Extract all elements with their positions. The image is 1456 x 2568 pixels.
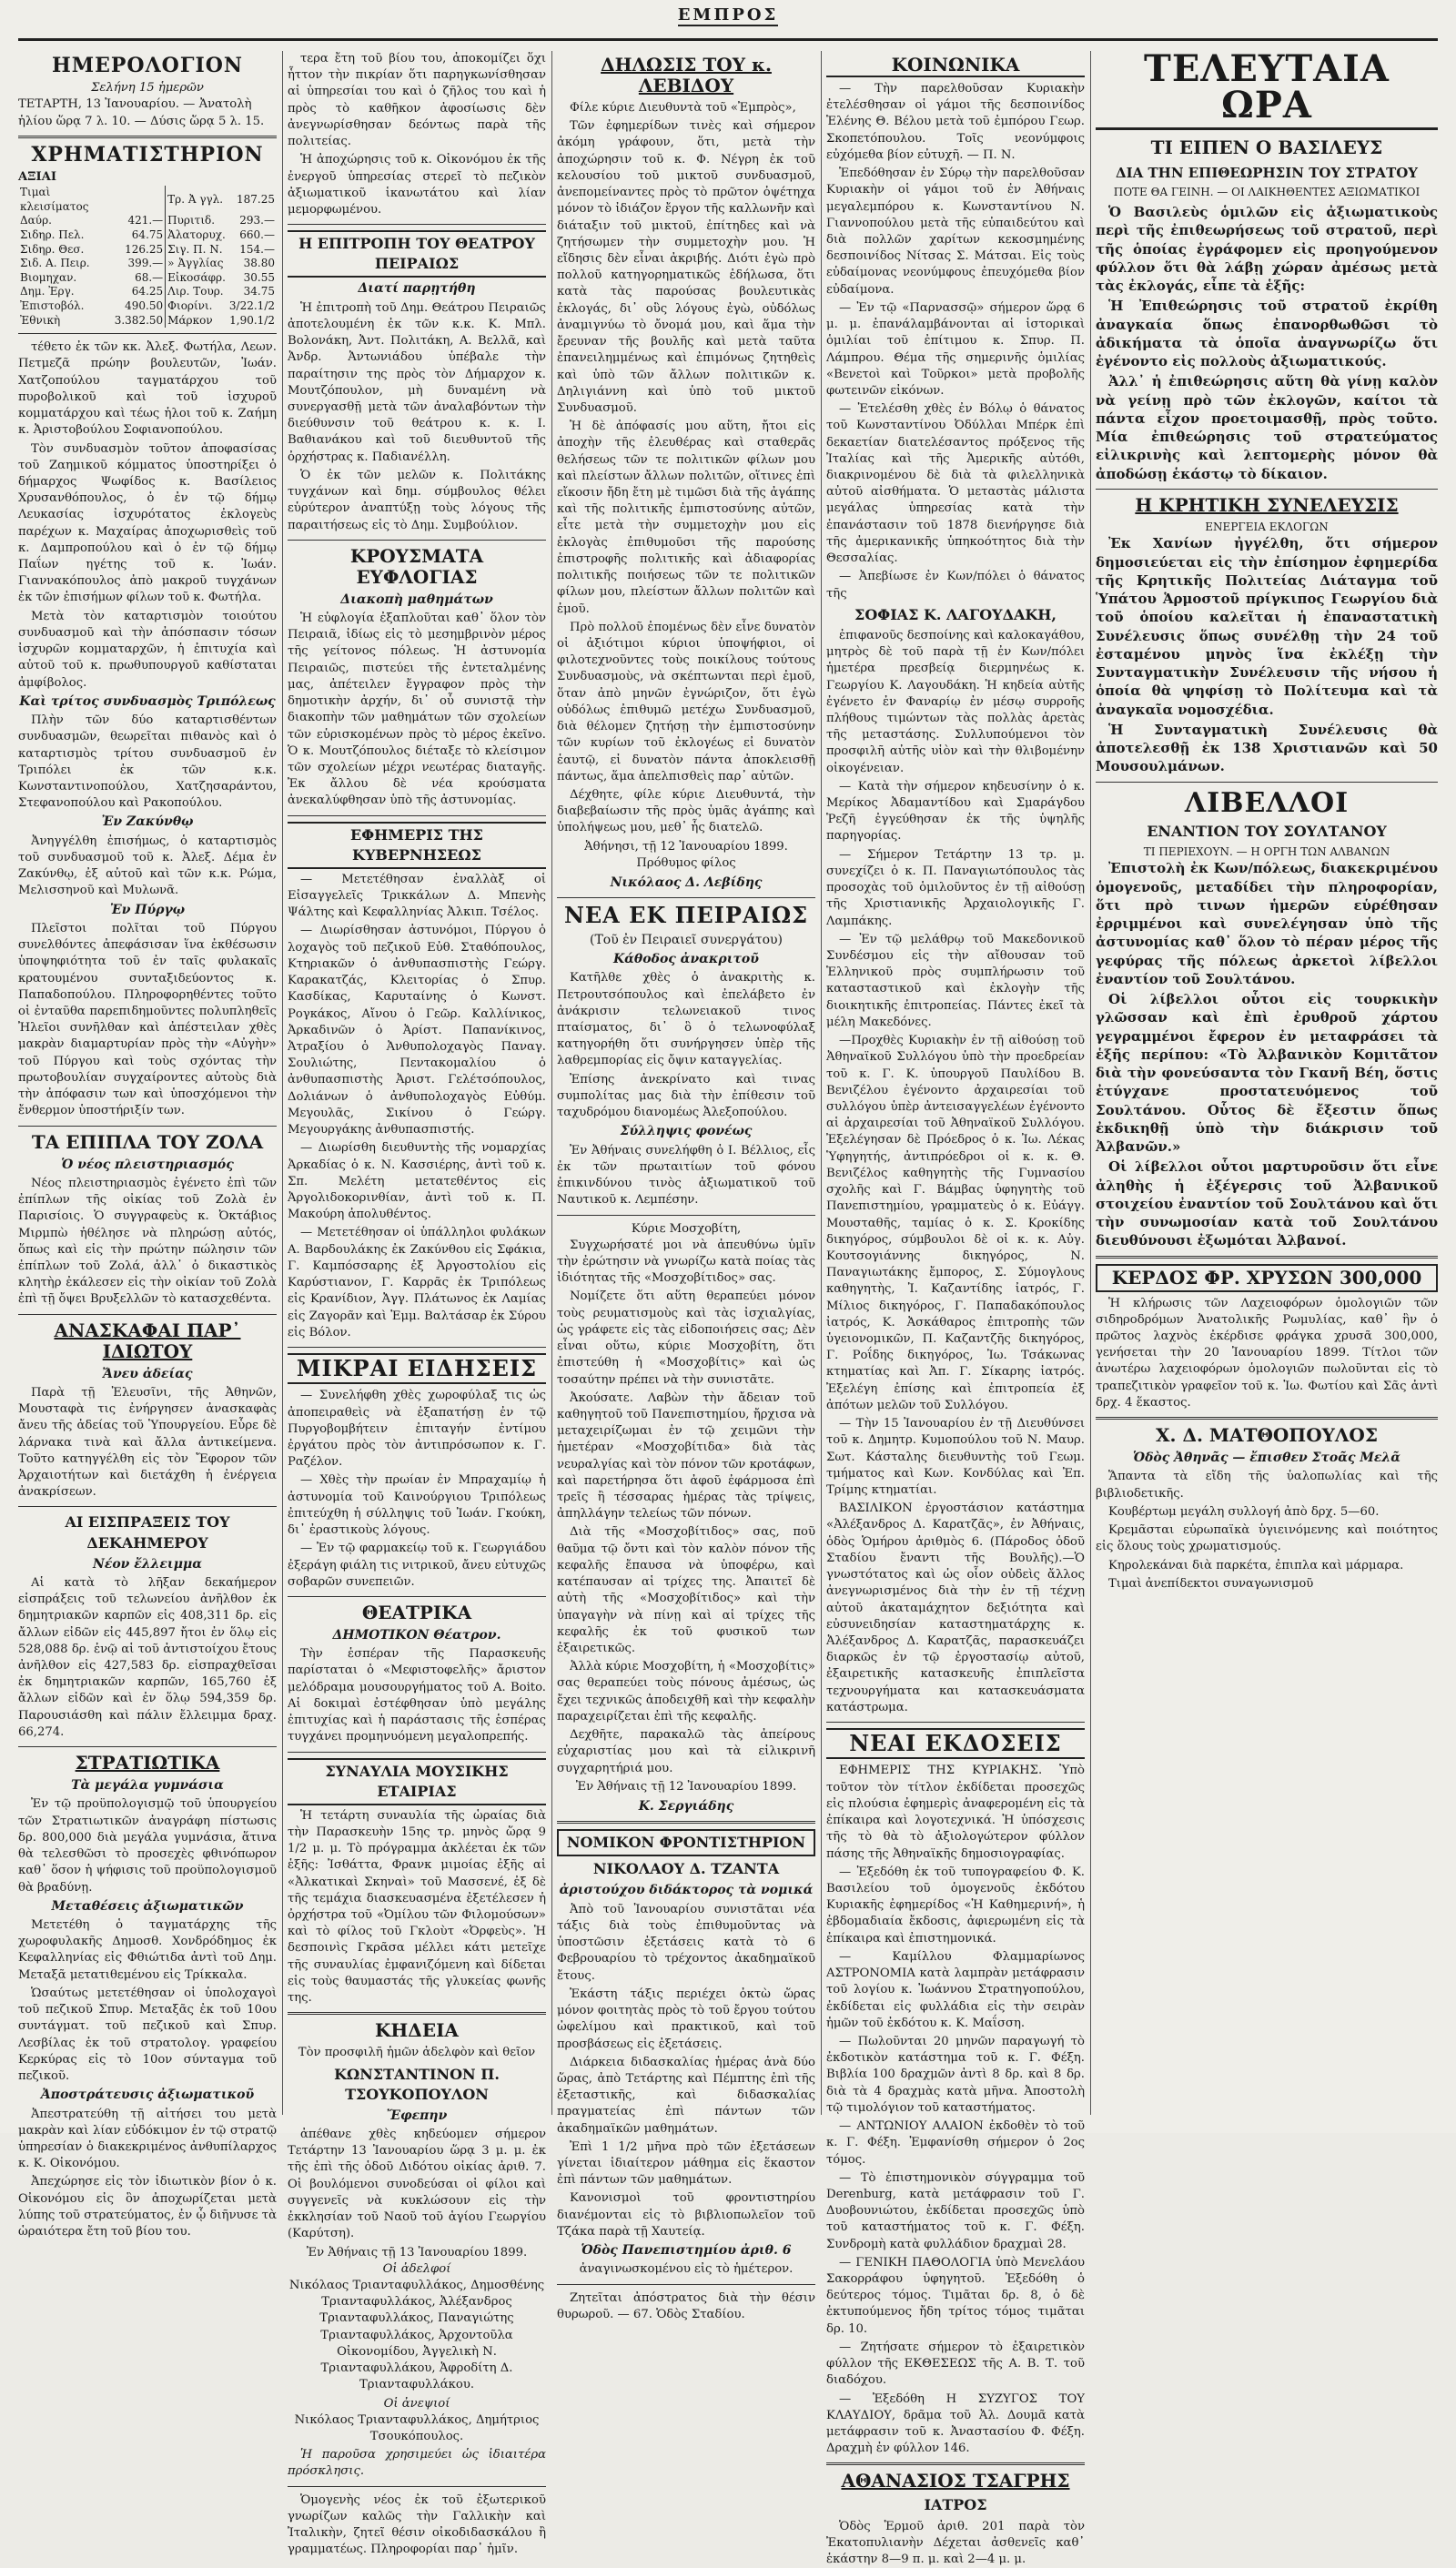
section-heading: ΤΙ ΕΙΠΕΝ Ο ΒΑΣΙΛΕΥΣ	[1150, 136, 1383, 158]
table-cell: Δημ. Ἐργ.	[20, 285, 75, 298]
article-paragraph: — Σήμερον Τετάρτην 13 τρ. μ. συνεχίζει ὁ κ. Π. Παναγιωτόπουλος τὰς προσοχὰς τοῦ ὁμιλοῦντος ἐν τῇ αἰθούσῃ τῆς Χριστιανικῆς Ἀρχαιολογικῆς Γ. Λαμπάκης.	[826, 847, 1085, 928]
table-cell: 38.80	[243, 257, 275, 270]
table-cell: Ἐπιστοβόλ.	[20, 299, 85, 312]
article-paragraph: Μετετέθη ὁ ταγματάρχης τῆς χωροφυλακῆς Δημοσθ. Χονδρόδημος ἐκ Κεφαλληνίας εἰς Φθιώτιδα ἀντὶ τοῦ Δημ. Μεταξᾶ μετατιθεμένου εἰς Τρίκκαλα.	[18, 1918, 277, 1982]
section-subheading: Ἄνευ ἀδείας	[102, 1366, 193, 1381]
table-cell: Σιγ. Π. Ν.	[166, 243, 228, 258]
table-cell: 187.25	[237, 193, 275, 207]
article-paragraph: Ἡ εὐφλογία ἐξαπλοῦται καθ᾽ ὅλον τὸν Πειραιᾶ, ἰδίως εἰς τὸ μεσημβρινὸν μέρος τῆς γείτονος πόλεως. Ἡ ἀστυνομία Πειραιῶς, πιστεύει τῆς ἐντεταλμένης μας, ἀπέτειλεν ἔγγραφον πρὸς τὴν δημοτικὴν ἀρχήν, δι᾽ οὗ συνιστᾷ τὴν διακοπὴν τῶν μαθημάτων τῶν σχολείων τῶν εὑρισκομένων πρὸς τὸ μέρος ἐκεῖνο. Ὁ κ. Μουτζόπουλος διέταξε τὸ κλείσιμον τῶν σχολείων μέχρι νεωτέρας διαταγῆς. Ἐκ ἄλλου δὲ νέα κρούσματα ἀνεκαλύφθησαν ὑπὸ τῆς ἀστυνομίας.	[288, 612, 546, 808]
column-3	[557, 51, 815, 2321]
section-heading: ΘΕΑΤΡΙΚΑ	[361, 1601, 472, 1623]
section-subheading: Διατί παρῃτήθη	[358, 281, 476, 297]
article-paragraph: Τῶν ἐφημερίδων τινὲς καὶ σήμερον ἀκόμη γράφουν, ὅτι, μετὰ τὴν ἀποχώρησιν τοῦ κ. Φ. Νέγρη ἐκ τοῦ κελουσίου τοῦ μικτοῦ συνδυασμοῦ, ἀνεπομείναντες πρὸς τὸ πρῶτον ὀψέτηχα μόνον τὸ ἰδιάζον ἔργον τῆς καλλωνῆν καὶ διάταξιν τοῦ μικτοῦ, ἐπίτηδες καὶ νὰ ζητήσωμεν τὴν συμμετοχὴν μου. Ἡ εἴδησις δὲν εἶναι ἀκριβής. Διότι ἐγὼ πρὸ πολλοῦ κατηγορηματικῶς ἐδήλωσα, ὅτι κατὰ τὰς παρούσας βουλευτικὰς ἐκλογάς, δι᾽ οὓς λόγους ἐγὼ, οὐδόλως ἀναμιγνύω τὸ ὄνομά μου, καὶ ἅμα τὴν ἔρευναν τῆς βουλῆς καὶ μετὰ ταῦτα ἐπανειλημμένως καὶ ἐπιμόνως ζητηθεὶς καὶ ὑπὸ τῶν ἄλλων πολιτικῶν κ. Δηλιγιάννη καὶ ὑπὸ τοῦ μικτοῦ Συνδυασμοῦ.	[557, 119, 815, 415]
table-row	[18, 186, 277, 214]
section-heading: ΛΙΒΕΛΛΟΙ	[1184, 786, 1350, 819]
article-paragraph: —Προχθὲς Κυριακὴν ἐν τῇ αἰθούσῃ τοῦ Ἀθηναϊκοῦ Συλλόγου ὑπὸ τὴν προεδρείαν τοῦ κ. Γ. Κ. ὑπουργοῦ Παυλίδου Β. Βενιζέλου ἐγένοντο ἀρχαιρεσίαι τοῦ συλλόγου ὑπὲρ ἀντεισαγγελέων ἐγένοντο αἱ ἀρχαιρεσίαι τοῦ Ἀθηναϊκοῦ Συλλόγου. Ἐξελέγησαν δὲ Πρόεδρος ὁ κ. Ἰω. Λέκας Ὑφηγητής, ἀντιπρόεδροι οἱ κ. κ. Θ. Βενιζέλος καθηγητὴς τῆς Γυμνασίου σχολῆς καὶ Γ. Βάμβας ὑφηγητὴς τοῦ Πανεπιστημίου, γραμματεὺς ὁ κ. Εὐάγγ. Μουσταθῆς, ταμίας ὁ κ. Σ. Κροκίδης δικηγόρος, σύμβουλοι δὲ οἱ κ. κ. Αὐγ. Κουτσογιάννης δικηγόρος, Ν. Παναγιωτάκης ἔμπορος, Σ. Σύμογλους καθηγητὴς, Ἰ. Καζαντίδης ἰατρός, Γ. Μίλιος δικηγόρος, Γ. Παπαδακόπουλος ἰατρός, Κ. Ἀσκάθαρος ἐπιτροπὴς τῶν ὑγειονομικῶν, Π. Καζαντζῆς δικηγόρος, Γ. Ροΐδης δικηγόρος, Ἰω. Τσάκωνας κτηματίας καὶ Ἀπ. Γ. Σίκαρης ἰατρός. Ἐξελέγη ἐπίσης καὶ ἐπιτροπεία ἐξ ἀπότων μελῶν τοῦ Συλλόγου.	[826, 1034, 1085, 1412]
table-cell: Σιδηρ. Θεσ.	[20, 242, 85, 256]
section-subheading: Ὁ νέος πλειστηριασμός	[61, 1157, 234, 1172]
section-heading: ΚΡΟΥΣΜΑΤΑ ΕΥΦΛΟΓΙΑΣ	[349, 544, 484, 588]
article-paragraph: Παρὰ τῇ Ἐλευσῖνι, τῆς Ἀθηνῶν, Μουσταφὰ τις ἐνήργησεν ἀνασκαφὰς ἄνευ τῆς ἀδείας τοῦ Ὑπουργείου. Εὗρε δὲ λάρνακα τινὰ καὶ ἄλλα ἀντικείμενα. Τοῦτο κατηγγέλθη εἰς τὸν Ἔφορον τῶν Ἀρχαιοτήτων καὶ διετάχθη ἡ ἐνέργεια ἀνακρίσεων.	[18, 1385, 277, 1500]
section-heading: Ἐν Πύργῳ	[109, 902, 186, 917]
calendar-line: ΤΕΤΑΡΤΗ, 13 Ἰανουαρίου. — Ἀνατολὴ	[18, 97, 252, 112]
article-paragraph: Ἐπεδόθησαν ἐν Σύρῳ τὴν παρελθοῦσαν Κυριακὴν οἱ γάμοι τοῦ ἐν Ἀθήναις μεγαλεμπόρου κ. Κωνσταντίνου Ν. Γιαννοπούλου μετὰ τῆς εὐπαιδεύτου καὶ διὰ πολλῶν χαρίτων κεκοσμημένης δεσποινίδος Νίτσας Σ. Μάτσαι. Εἰς τοὺς εὐδαίμονας νεονύμφους ἐπευχόμεθα βίον εὐδαίμονα.	[826, 167, 1085, 297]
section-heading: ΑΙ ΕΙΣΠΡΑΞΕΙΣ ΤΟΥ ΔΕΚΑΗΜΕΡΟΥ	[65, 1513, 230, 1552]
column-rule	[821, 51, 822, 2115]
divider	[18, 1126, 277, 1127]
notice-date: Ἐν Ἀθήναις τῇ 13 Ἰανουαρίου 1899.	[306, 2245, 528, 2260]
section-subheading: (Τοῦ ἐν Πειραιεῖ συνεργάτου)	[589, 932, 783, 947]
letter-date: Ἀθήνησι, τῇ 12 Ἰανουαρίου 1899.	[584, 839, 788, 854]
table-cell: Φιορίνι.	[166, 299, 228, 314]
article-paragraph: — Ἐξεδόθη Η ΣΥΖΥΓΟΣ ΤΟΥ ΚΛΑΥΔΙΟΥ, δρᾶμα τοῦ Ἀλ. Δουμᾶ κατὰ μετάφρασιν τοῦ κ. Ἀναστασίου Φ. Φέξη. Δραχμὴ ἐν φύλλον 146.	[826, 2391, 1085, 2456]
article-paragraph: Ἡ Συνταγματικὴ Συνέλευσις θὰ ἀποτελεσθῇ ἐκ 138 Χριστιανῶν καὶ 50 Μουσουλμάνων.	[1096, 721, 1438, 775]
article-paragraph: Ἐπὶ 1 1/2 μῆνα πρὸ τῶν ἐξετάσεων γίνεται ἰδιαίτερον μάθημα εἰς ἕκαστον ἐπὶ πάντων τῶν μαθημάτων.	[557, 2139, 815, 2188]
section-heading: ΝΕΑ ΕΚ ΠΕΙΡΑΙΩΣ	[563, 902, 809, 929]
section-subheading: Σύλληψις φονέως	[620, 1124, 753, 1139]
article-paragraph: Συγχωρήσατέ μοι νὰ ἀπευθύνω ὑμῖν τὴν ἐρώτησιν νὰ γνωρίζω κατὰ ποίας τὰς ἰδιότητας τῆς «Μοσχοβίτιδος» σας.	[557, 1238, 815, 1286]
article-paragraph: Ἀπεστρατεύθη τῇ αἰτήσει του μετὰ μακρὰν καὶ λίαν εὐδόκιμον ἐν τῷ στρατῷ ὑπηρεσίαν ὁ διακεκριμένος ἀνθυπίλαρχος κ. Κ. Οἰκονόμου.	[18, 2107, 277, 2171]
article-paragraph: Ἡ δὲ ἀπόφασίς μου αὕτη, ἤτοι εἰς ἀποχὴν τῆς ἐλευθέρας καὶ σταθερᾶς θελήσεως τῶν τε πολιτικῶν φίλων μου καὶ πλείστων ἄλλων πολιτῶν, οἵτινες ἐπὶ εἴκοσιν ἤδη ἔτη μὲ τιμῶσι διὰ τῆς ἀγάπης καὶ τῆς πολιτικῆς ἐμπιστοσύνης αὐτῶν, εἶτε μετὰ τὴν συμμετοχὴν μου εἰς ἐκλογὰς ἐπιθυμοῦσι τῆς παρούσης ἐπιστροφῆς πολιτικῆς καὶ ἀδιαφορίας πολιτικῆς ποιήσεως τῶν τε πολιτικῶν φίλων μου, πλείστων ἄλλων πολιτῶν καὶ ἐμοῦ.	[557, 420, 815, 616]
table-cell: 126.25	[125, 242, 164, 256]
table-cell: 68.—	[135, 270, 164, 284]
article-paragraph: Αἱ κατὰ τὸ λῆξαν δεκαήμερον εἰσπράξεις τοῦ τελωνείου ἀνῆλθον ἐκ δημητριακῶν καρπῶν εἰς 408,311 δρ. εἰς ἄλλων εἰδῶν εἰς 445,897 ἤτοι ἐν ὅλῳ εἰς 528,088 δρ. ἐνῷ αἱ τοῦ ἀντιστοίχου ἔτους ἀνῆλθον εἰς 427,583 δρ. εἰσπραχθεῖσαι ἐκ δημητριακῶν καρπῶν, 165,760 ἐξ ἄλλων εἰδῶν καὶ ἐν ὅλῳ 594,359 δρ. Παρουσιάσθη καὶ πάλιν ἔλλειμμα δραχ. 66,274.	[18, 1575, 277, 1739]
divider	[557, 2284, 815, 2285]
article-paragraph: — ΓΕΝΙΚΗ ΠΑΘΟΛΟΓΙΑ ὑπὸ Μενελάου Σακορράφου ὑφηγητοῦ. Ἐξεδόθη ὁ δεύτερος τόμος. Τιμᾶται δρ. 8, ὁ δὲ ἐκτυπούμενος ἤδη τρίτος τόμος τιμᾶται δρ. 10.	[826, 2255, 1085, 2336]
divider	[826, 2462, 1085, 2465]
column-5	[1096, 47, 1438, 2115]
article-paragraph: Νέος πλειστηριασμὸς ἐγένετο ἐπὶ τῶν ἐπίπλων τῆς οἰκίας τοῦ Ζολὰ ἐν Παρισίοις. Ὁ συγγραφεὺς κ. Ὀκτάβιος Μιρμπὼ ἠθέλησε νὰ πληρώσῃ αὐτός, ὅπως καὶ εἰς τὴν πρώτην πώλησιν τῶν ἐπίπλων τοῦ Ζολά, ἀλλ᾽ ὁ δικαστικὸς κλητὴρ ἐκάλεσεν εἰς τὴν οἰκίαν τοῦ Ζολὰ ἐπὶ τῇ ὄψει Βρυξελλῶν τὸ κατασχεθέντα.	[18, 1176, 277, 1307]
exchange-sub: ΑΞΙΑΙ	[18, 170, 57, 185]
section-subheading: ΠΟΤΕ ΘΑ ΓΕΙΝΗ. — ΟΙ ΛΑΙΚΗΘΕΝΤΕΣ ΑΞΙΩΜΑΤΙΚΟΙ	[1113, 185, 1421, 198]
table-cell: Δαύρ.	[20, 214, 52, 227]
calendar-title: ΗΜΕΡΟΛΟΓΙΟΝ	[51, 54, 244, 77]
table-cell: 3/22.1/2	[228, 299, 275, 312]
article-paragraph: Ἀλλὰ κύριε Μοσχοβίτη, ἡ «Μοσχοβίτις» σας θεραπεύει τοὺς πόνους ἀμέσως, ὡς ἔχει τεχνικῶς ἀποδειχθῆ καὶ τὴν κεφαλὴν παραχειρίζεται ἐπὶ τῆς κεφαλῆς.	[557, 1660, 815, 1724]
exchange-title: ΧΡΗΜΑΤΙΣΤΗΡΙΟΝ	[31, 142, 264, 167]
table-cell: 64.75	[131, 228, 164, 242]
table-cell: Ἀλατορυχ.	[166, 228, 228, 243]
article-paragraph: Πλὴν τῶν δύο καταρτισθέντων συνδυασμῶν, θεωρεῖται πιθανὸς καὶ ὁ καταρτισμὸς τρίτου συνδυασμοῦ ἐν Τριπόλει ἐκ τῶν κ.κ. Κωνσταντινοπούλου, Χατζησαράντου, Στεφανοπούλου καὶ Ρακοπούλου.	[18, 713, 277, 811]
article-paragraph: — Ἀπεβίωσε ἐν Κων/πόλει ὁ θάνατος τῆς	[826, 570, 1085, 601]
divider	[826, 1722, 1085, 1723]
article-paragraph: Ἐν Ἀθήναις συνελήφθη ὁ Ι. Βέλλιος, εἷς ἐκ τῶν πρωταιτίων τοῦ φόνου ἐπικινδύνου τινὸς ἀξιωματικοῦ τοῦ Ναυτικοῦ κ. Λεμπέσην.	[557, 1143, 815, 1208]
table-cell: Τιμαὶ κλεισίματος	[20, 186, 89, 213]
article-paragraph: τέθετο ἐκ τῶν κκ. Ἀλεξ. Φωτήλα, Λεων. Πετμεζᾶ πρώην βουλευτῶν, Ἰωάν. Χατζοπούλου ταγματάρχου τοῦ πυροβολικοῦ καὶ τοῦ ἰσχυροῦ κομματάρχου καὶ τέως ἡλοι τοῦ κ. Ζαήμη κ. Ἀριστοβούλου Σοφιανοπούλου.	[18, 340, 277, 438]
article-paragraph: — Χθὲς τὴν πρωίαν ἐν Μπραχαμίῳ ἡ ἀστυνομία τοῦ Καινούργιου Τριπόλεως ἐπιτεύχθη ἡ σύλληψις τοῦ Ἰωάν. Γκούκη, δι᾽ ἐραστικοὺς λόγους.	[288, 1473, 546, 1538]
deceased-name: ΚΩΝΣΤΑΝΤΙΝΟΝ Π. ΤΣΟΥΚΟΠΟΥΛΟΝ	[334, 2065, 500, 2103]
article-paragraph: Ἐκ Χανίων ἠγγέλθη, ὅτι σήμερον δημοσιεύεται εἰς τὴν ἐπίσημον ἐφημερίδα τῆς Κρητικῆς Πολιτείας Διάταγμα τοῦ Ὑπάτου Ἁρμοστοῦ πρίγκιπος Γεωργίου διὰ τοῦ ὁποίου καλεῖται ἡ ἐπαναστατικὴ Συνέλευσις ὅπως συνέλθῃ τὴν 24 τοῦ ἐσταμένου μηνὸς ἵνα ἐκλέξῃ τὴν Συνταγματικὴν Συνέλευσιν τῆς νήσου ἡ ὁποία θὰ ψηφίσῃ τὸ Πολίτευμα καὶ τὰ ἀναγκαῖα νομοσχέδια.	[1096, 535, 1438, 718]
article-paragraph: ΒΑΣΙΛΙΚΟΝ ἐργοστάσιον κατάστημα «Ἀλέξανδρος Δ. Καρατζᾶς», ἐν Ἀθήναις, ὁδὸς Ὁμήρου ἀριθμὸς 6. (Πάροδος ὁδοῦ Σταδίου ἔναντι τῆς Βουλῆς).—Ὁ γνωστότατος καὶ ὡς οἷον οὐδεὶς ἄλλος ἀνεγνωρισμένος διὰ τὴν ἐν τῇ τέχνῃ αὐτοῦ ἀκαταμάχητον δεξιότητα καὶ εὐσυνειδησίαν καταστηματάρχης κ. Ἀλέξανδρος Δ. Καρατζᾶς, παρασκευάζει διαρκῶς ἐν τῷ ἐργοστασίῳ αὐτοῦ, ἐξαιρετικῆς κατασκευῆς ἐπιπλεῖστα τεχνουργήματα και κατασκευάσματα κατάστρωμα.	[826, 1501, 1085, 1714]
section-subheading: Διακοπὴ μαθημάτων	[340, 591, 493, 607]
article-paragraph: — Τὴν 15 Ἰανουαρίου ἐν τῇ Διευθύνσει τοῦ κ. Δημητρ. Κυμοπούλου τοῦ Ν. Μαυρ. Σωτ. Κάσταλης διευθυντὴς τοῦ Γεωμ. τμήματος καὶ Κων. Κονδύλας καὶ Ἐπ. Τρίμης κτηματίαι.	[826, 1417, 1085, 1498]
divider	[557, 1215, 815, 1216]
article-paragraph: — Ἐν τῷ μελάθρῳ τοῦ Μακεδονικοῦ Συνδέσμου εἰς τὴν αἴθουσαν τοῦ Ἑλληνικοῦ πρὸς συμπλήρωσιν τοῦ κατασταστικοῦ καὶ ἐκλογὴν τῆς διοικητικῆς ἐπιτροπείας. Πάντες ἐκεῖ τὰ μέλη Μακεδόνες.	[826, 932, 1085, 1029]
article-paragraph: — Συνελήφθη χθὲς χωροφύλαξ τις ὡς ἀποπειραθεὶς νὰ ἐξαπατήσῃ ἐν τῷ Πυργοβομβήτειν ἐπιταγήν ἐντίμου ἐργάτου πρὸς τὸν ἀντιπρόσωπον κ. Γ. Ραζέλον.	[288, 1389, 546, 1470]
calendar-line: ἡλίου ὥρᾳ 7 λ. 10. — Δύσις ὥρᾳ 5 λ. 15.	[18, 114, 265, 128]
article-paragraph: — Ἐξεδόθη ἐκ τοῦ τυπογραφείου Φ. Κ. Βασιλείου τοῦ ὁμογενοῦς ἐκδότου Κυριακῆς ἐφημερίδος «Ἡ Καθημερινή», ἡ ἑβδομαδιαία ἔκδοσις, ἀφιερωμένη εἰς τὰ ἐπίκαιρα καὶ ἐπιστημονικά.	[826, 1865, 1085, 1946]
article-paragraph: Πλεῖστοι πολῖται τοῦ Πύργου συνελθόντες ἀπεφάσισαν ἵνα ἐκθέσωσιν ὑποψηφιότητα τοῦ ἐν ταῖς φυλακαῖς κρατουμένου συνταξιδεύοντος κ. Παπαδοπούλου. Πληροφορηθέντες τοῦτο οἱ ἐνταῦθα παρεπιδημοῦντες πολυπληθεῖς Ἠλεῖοι συνῆλθαν καὶ ἀπέστειλαν χθὲς μακρὰν διαμαρτυρίαν πρὸς τὴν «Αὐγὴν» τοῦ Πύργου καὶ τοὺς σχόντας τὴν πρωτοβουλίαν συγχαίροντες αὐτοὺς διὰ τὴν ἀπόφασιν των καὶ ὑποσχόμενοι τὴν ἔνθερμον ὑποστήριξίν των.	[18, 921, 277, 1118]
article-paragraph: Ἡ τετάρτη συναυλία τῆς ὡραίας διὰ τὴν Παρασκευὴν 15ης τρ. μηνὸς ὥρᾳ 9 1/2 μ. μ. Τὸ πρόγραμμα ἀκλέεται ἐκ τῶν ἑξῆς: Ἰσθάττα, Φρανκ μιμοίας ἐξῆς αἱ «Ἀλκατικαὶ Σκηναὶ» τοῦ Μασσενέ, ἐξ δὲ τῆς τεμάχια διασκευασμένα ἐξετέλεσεν ἡ ὀρχήστρα τοῦ «Ὀμίλου τῶν Φιλομούσων» καὶ τὸ φίλος τοῦ Γκλοὺτ «Ὀρφεὺς». Ἡ δεσποινὶς Γκρᾶσα μέλλει κάτι μετεῖχε τῆς συναυλίας ἐμφανιζόμενη καὶ δίδεται εἰς τοὺς θαυμαστάς τῆς γλυκείας φωνῆς της.	[288, 1808, 546, 2006]
table-row	[18, 271, 277, 286]
article-paragraph: Διάρκεια διδασκαλίας ἡμέρας ἀνὰ δύο ὥρας, ἀπὸ Τετάρτης καὶ Πέμπτης ἐπὶ τῆς ἐξεταστικῆς, καὶ διδασκαλίας πραγματείας ἐπὶ πάντων τῶν ἀκαδημαϊκῶν μαθημάτων.	[557, 2055, 815, 2136]
table-row	[18, 228, 277, 243]
section-heading: ΣΤΡΑΤΙΩΤΙΚΑ	[75, 1752, 220, 1774]
calendar-sub: Σελήνη 15 ἡμερῶν	[91, 81, 204, 96]
divider	[1096, 1256, 1438, 1259]
section-heading: ΕΦΗΜΕΡΙΣ ΤΗΣ ΚΥΒΕΡΝΗΣΕΩΣ	[288, 822, 546, 869]
table-row	[18, 314, 277, 329]
column-2	[288, 51, 546, 2557]
section-subheading: ΤΙ ΠΕΡΙΕΧΟΥΝ. — Η ΟΡΓΗ ΤΩΝ ΑΛΒΑΝΩΝ	[1143, 844, 1390, 858]
notice-names: Νικόλαος Τριανταφυλλάκος, Δημοσθένης Τριανταφυλλάκος, Ἀλέξανδρος Τριανταφυλλάκος, Παναγιώτης Τριανταφυλλάκος, Ἀρχοντοῦλα Οἰκονομίδου, Ἀγγελικὴ Ν. Τριανταφυλλάκου, Ἀφροδίτη Δ. Τριανταφυλλάκου.	[288, 2279, 545, 2392]
latest-news-title: ΤΕΛΕΥΤΑΙΑ ΩΡΑ	[1096, 51, 1438, 130]
table-cell: 34.75	[243, 285, 275, 298]
article-paragraph: — Καμίλλου Φλαμμαρίωνος ΑΣΤΡΟΝΟΜΙΑ κατὰ λαμπρὰν μετάφρασιν τοῦ λογίου κ. Ἰωάννου Στρατηγοπούλου, ἐκδίδεται εἰς φυλλάδια εἰς τὴν σειρὰν ἡμῶν τοῦ ἐκδότου κ. Κ. Μαΐσση.	[826, 1949, 1085, 2030]
section-subheading: Νέον ἔλλειμμα	[93, 1556, 202, 1572]
column-rule	[282, 51, 283, 2115]
section-subheading: Ἀποστράτευσις ἀξιωματικοῦ	[40, 2088, 255, 2103]
table-cell: 3.382.50	[114, 313, 164, 327]
table-cell: 660.—	[239, 228, 275, 242]
table-cell: 1,90.1/2	[229, 313, 275, 327]
section-subheading: ἀριστούχου διδάκτορος τὰ νομικά	[559, 1883, 814, 1898]
article-paragraph: Τὴν ἑσπέραν τῆς Παρασκευῆς παρίσταται ὁ «Μεφιστοφελῆς» ἄριστον μελόδραμα μουσουργήματος τοῦ Α. Boito. Αἱ δοκιμαὶ ἐστέφθησαν ὑπὸ μεγάλης ἐπιτυχίας καὶ ἡ παράστασις τῆς ἑσπέρας τυγχάνει προμηνυόμενη μεγαλοπρεπής.	[288, 1647, 546, 1744]
table-cell: Μάρκον	[166, 314, 228, 329]
table-cell: Σιδηρ. Πελ.	[20, 228, 85, 242]
notice-label: Οἱ ἀνεψιοί	[383, 2396, 450, 2411]
divider	[18, 1506, 277, 1507]
section-heading: ΝΟΜΙΚΟΝ ΦΡΟΝΤΙΣΤΗΡΙΟΝ	[557, 1829, 815, 1856]
divider	[288, 540, 546, 541]
section-subheading: ΝΙΚΟΛΑΟΥ Δ. ΤΖΑΝΤΑ	[592, 1860, 780, 1878]
divider	[288, 2012, 546, 2015]
table-row	[18, 257, 277, 271]
section-heading: ΔΗΛΩΣΙΣ ΤΟΥ κ. ΛΕΒΙΔΟΥ	[601, 54, 772, 96]
article-paragraph: — Ἐν τῷ φαρμακείῳ τοῦ κ. Γεωργιάδου ἐξεράγη φιάλη τις νιτρικοῦ, ἄνευ εὐτυχῶς σοβαρῶν συνεπειῶν.	[288, 1542, 546, 1589]
article-paragraph: Ἡ κλήρωσις τῶν Λαχειοφόρων ὁμολογιῶν τῶν σιδηροδρόμων Ἀνατολικῆς Ρωμυλίας, καθ᾽ ἣν ὁ πρῶτος λαχνὸς ἐκέρδισε φράγκα χρυσᾶ 300,000, γενήσεται τὴν 20 Ἰανουαρίου 1899. Τίτλοι τῶν ἀνωτέρω λαχειοφόρων ὁμολογιῶν πωλοῦνται εἰς τὸ τραπεζιτικὸν γραφεῖον τοῦ κ. Ἰω. Φωτίου καὶ Σᾶς ἀντὶ δρχ. 4 ἕκαστος.	[1096, 1296, 1438, 1410]
letter-date: Ἐν Ἀθήναις τῇ 12 Ἰανουαρίου 1899.	[575, 1779, 797, 1794]
article-paragraph: — Πωλοῦνται 20 μηνῶν παραγωγή τὸ ἐκδοτικὸν κατάστημα τοῦ κ. Γ. Φέξη. Βιβλία 100 δραχμῶν ἀντὶ 8 δρ. καὶ 8 δρ. διὰ τὰ 4 δραχμὰς κατὰ μῆνα. Ἀποστολὴ τῷ τιμολόγιον τοῦ καταστήματος.	[826, 2034, 1085, 2115]
article-paragraph: ΕΦΗΜΕΡΙΣ ΤΗΣ ΚΥΡΙΑΚΗΣ. Ὑπὸ τοῦτον τὸν τίτλον ἐκδίδεται προσεχῶς εἰς πλούσια ἐφημερὶς ἀναφερομένη εἰς τὰ ἐπίκαιρα καὶ λογοτεχνικά. Ἡ ὑπόσχεσις τῆς τὸ θὰ τὸ ἀξιολογώτερον φύλλον πάσης τῆς Ἀθηναϊκῆς δημοσιογραφίας.	[826, 1764, 1085, 1861]
article-paragraph: Κανονισμοὶ τοῦ φροντιστηρίου διανέμονται εἰς τὸ βιβλιοπωλεῖον τοῦ Τζάκα παρὰ τῇ Χαυτείᾳ.	[557, 2191, 815, 2239]
section-heading: Χ. Δ. ΜΑΤΘΟΠΟΥΛΟΣ	[1156, 1424, 1378, 1447]
section-heading: ΜΙΚΡΑΙ ΕΙΔΗΣΕΙΣ	[288, 1353, 546, 1384]
letter-signature: Νικόλαος Δ. Λεβίδης	[610, 875, 763, 891]
article-paragraph: Φίλε κύριε Διευθυντὰ τοῦ «Ἐμπρὸς»,	[570, 101, 796, 115]
table-cell	[113, 186, 166, 214]
divider	[18, 1314, 277, 1315]
table-cell: 293.—	[239, 214, 275, 227]
article-paragraph: Ἐν τῷ προϋπολογισμῷ τοῦ ὑπουργείου τῶν Στρατιωτικῶν ἀναγράφη πίστωσις δρ. 800,000 διὰ μεγάλα γυμνάσια, ἅτινα θὰ τελεσθῶσι τὸ προσεχὲς φθινόπωρον καθ᾽ ὅσον ἡ ψήφισις τοῦ προϋπολογισμοῦ θὰ βραδύνῃ.	[18, 1797, 277, 1895]
table-cell: 399.—	[127, 257, 164, 270]
article-paragraph: Ἡ ἐπιτροπὴ τοῦ Δημ. Θεάτρου Πειραιῶς ἀποτελουμένη ἐκ τῶν κ.κ. Κ. Μπλ. Βολονάκη, Ἀντ. Πολιτάκη, Α. Βελλᾶ, καὶ Ἀνδρ. Ἀντωνιάδου ὑπέβαλε τὴν παραίτησιν της πρὸς τὸν Δήμαρχον κ. Μουτζόπουλον, μὴ δυναμένη νὰ συνεργασθῇ μετὰ τῶν ἀναλαβόντων τὴν διεύθυνσιν τοῦ θεάτρου κ. κ. Ι. Βαθιανάκου καὶ τοῦ διευθυντοῦ τῆς ὀρχήστρας κ. Παδιανέλλη.	[288, 300, 546, 464]
article-paragraph: Ὁ Βασιλεὺς ὁμιλῶν εἰς ἀξιωματικοὺς περὶ τῆς ἐπιθεωρήσεως τοῦ στρατοῦ, περὶ τῆς ὁποίας ἐγράφομεν εἰς προηγούμενον φύλλον ὅτι θὰ λάβῃ χώραν ἀμέσως μετὰ τὰς ἐκλογάς, εἶπε τὰ ἑξῆς:	[1096, 204, 1438, 295]
article-paragraph: — Τὴν παρελθοῦσαν Κυριακὴν ἐτελέσθησαν οἱ γάμοι τῆς δεσποινίδος Ἑλένης Θ. Βέλου μετὰ τοῦ ἐμπόρου Γεωρ. Σκοπετόπουλου. Τοῖς νεονύμφοις εὐχόμεθα βίον εὐτυχῆ. — Π. Ν.	[826, 82, 1085, 162]
article-paragraph: Ἡ ἀποχώρησις τοῦ κ. Οἰκονόμου ἐκ τῆς ἐνεργοῦ ὑπηρεσίας στερεῖ τὸ πεζικὸν ἀξιωματικοῦ ἱκανωτάτου καὶ λίαν μεμορφωμένου.	[288, 153, 546, 217]
notice-note: Ἡ παροῦσα χρησιμεύει ὡς ἰδιαιτέρα πρόσκλησις.	[288, 2448, 546, 2479]
section-heading: ΣΥΝΑΥΛΙΑ ΜΟΥΣΙΚΗΣ ΕΤΑΙΡΙΑΣ	[288, 1758, 546, 1805]
table-row	[18, 299, 277, 314]
notice-names: Νικόλαος Τριανταφυλλάκος, Δημήτριος Τσουκόπουλος.	[294, 2412, 540, 2443]
section-subheading: Μεταθέσεις ἀξιωματικῶν	[51, 1898, 244, 1914]
article-paragraph: Ζητεῖται ἀπόστρατος διὰ τὴν θέσιν θυρωροῦ. — 67. Ὁδὸς Σταδίου.	[557, 2290, 815, 2321]
section-subheading: Κάθοδος ἀνακριτοῦ	[612, 952, 759, 967]
table-cell: Εἰκοσάφρ.	[166, 271, 228, 286]
divider	[557, 1821, 815, 1824]
article-paragraph: — Ἐν τῷ «Παρνασσῷ» σήμερον ὥρᾳ 6 μ. μ. ἐπανάλαμβάνονται αἱ ἱστορικαὶ ὁμιλίαι τοῦ ἐπίτιμου κ. Σπυρ. Π. Λάμπρου. Θέμα τῆς σημερινῆς ὁμιλίας «Βενετοὶ καὶ Τοῦρκοι» μετὰ προβολῆς φωτεινῶν εἰκόνων.	[826, 300, 1085, 398]
article-paragraph: Ἀπὸ τοῦ Ἰανουαρίου συνιστᾶται νέα τάξις διὰ τοὺς ἐπιθυμοῦντας νὰ ὑποστῶσιν ἐξετάσεις κατὰ τὸ 6 Φεβρουαρίου τὸ τρέχοντος ἀκαδημαϊκοῦ ἔτους.	[557, 1902, 815, 1983]
table-cell: 30.55	[243, 270, 275, 284]
article-paragraph: ἐπιφανοῦς δεσποίνης καὶ καλοκαγάθου, μητρὸς δὲ τοῦ παρὰ τῇ ἐν Κων/πόλει ἡμετέρα πρεσβείᾳ διερμηνέως κ. Γεωργίου Κ. Λαγουδάκη. Ἡ κηδεία αὐτῆς ἐγένετο ἐν Φαναρίῳ ἐν μέσῳ συρροῆς πλήθους τιμώντων τὰς πολλὰς ἀρετὰς τῆς μεταστάσης. Συλλυπούμενοι τὸν προσφιλῆ αὐτῆς υἱὸν καὶ τὴν θλιβομένην οἰκογένειαν.	[826, 628, 1085, 775]
divider	[288, 1752, 546, 1753]
section-heading: ΚΕΡΔΟΣ ΦΡ. ΧΡΥΣΩΝ 300,000	[1096, 1264, 1438, 1292]
table-row	[18, 285, 277, 299]
section-heading: ΑΝΑΣΚΑΦΑΙ ΠΑΡ᾽ ΙΔΙΩΤΟΥ	[54, 1319, 241, 1362]
table-cell: Σιδ. Α. Πειρ.	[20, 257, 90, 270]
section-heading: ΑΘΑΝΑΣΙΟΣ ΤΣΑΓΡΗΣ	[841, 2470, 1070, 2492]
divider	[1096, 782, 1438, 783]
article-paragraph: ἀπέθανε χθὲς κηδεύομεν σήμερον Τετάρτην 13 Ἰανουαρίου ὥρᾳ 3 μ. μ. ἐκ τῆς ἐπὶ τῆς ὁδοῦ Διδότου οἰκίας ἀριθ. 7. Οἱ βουλόμενοι συνοδεύσαι οἱ φίλοι καὶ συγγενεῖς νὰ κυκλώσουν εἰς τὴν ἐκκλησίαν τοῦ Ναοῦ τοῦ ἁγίου Γεωργίου (Καρύτση).	[288, 2128, 546, 2241]
divider	[1096, 489, 1438, 490]
table-cell: Ἐθνικὴ	[20, 313, 61, 327]
article-paragraph: Ἀλλ᾽ ἡ ἐπιθεώρησις αὕτη θὰ γίνῃ καλὸν νὰ γείνῃ πρὸ τῶν ἐκλογῶν, καίτοι τὰ πάντα εἶχον προετοιμασθῇ, πρὸς τοῦτο. Μία ἐπιθεώρησις τοῦ στρατεύματος εἰλικρινὴς καὶ λεπτομερὴς μόνον θὰ ἀποδώσῃ ἑκάστῳ τὸ δίκαιον.	[1096, 373, 1438, 482]
table-cell: Τρ. Ἀ γγλ.	[166, 186, 228, 214]
article-paragraph: Πρὸ πολλοῦ ἐπομένως δὲν εἶνε δυνατὸν οἱ ἀξιότιμοι κύριοι ὑποψήφιοι, οἱ φιλοτεχνοῦντες τοὺς ποικίλους τούτους Συνδυασμοὺς, νὰ σκέπτωνται περὶ ἐμοῦ, ὅταν ἀπὸ μηνῶν ἐγνώριζον, ὅτι ἐγὼ οὐδόλως ἐπιθυμῶ μετέχω Συνδυασμοῦ, διὰ θέλομεν ζητήσῃ τὴν ἐμπιστοσύνην τῶν κυρίων τοῦ ἐκλογέως εἰ δυνατὸν ἑαυτῷ, εἰ δυνατὸν πάντα ἀποκλεισθῇ πάντως, ἅμα ἀπελπισθεὶς παρ᾽ αὐτῶν.	[557, 620, 815, 784]
article-paragraph: — Τὸ ἐπιστημονικὸν σύγγραμμα τοῦ Derenburg, κατὰ μετάφρασιν τοῦ Γ. Δυοβουνιώτου, ἐκδίδεται προσεχῶς ὑπὸ τοῦ καταστήματος τοῦ κ. Γ. Φέξη. Συνδρομὴ κατὰ φυλλάδιον δραχμαὶ 28.	[826, 2170, 1085, 2251]
section-heading: Η ΚΡΗΤΙΚΗ ΣΥΝΕΛΕΥΣΙΣ	[1135, 493, 1399, 516]
table-cell: Πυριτιδ.	[166, 214, 228, 228]
article-paragraph: Μετὰ τὸν καταρτισμὸν τοιούτου συνδυασμοῦ καὶ τὴν ἀπόσπασιν τόσων ἰσχυρῶν κομματαρχῶν, ἡ ἐπιτυχία καὶ αὐτοῦ τοῦ κ. πρωθυπουργοῦ καθίσταται ἀμφίβολος.	[18, 609, 277, 690]
column-1	[18, 51, 277, 2239]
column-rule	[1090, 51, 1091, 2115]
table-cell: 64.25	[131, 285, 164, 298]
table-cell: 154.—	[239, 242, 275, 256]
article-paragraph: Ἐπιστολὴ ἐκ Κων/πόλεως, διακεκριμένου ὁμογενοῦς, μεταδίδει τὴν πληροφορίαν, ὅτι πρὸ τινων ἡμερῶν εὑρέθησαν ἐρριμμένοι καὶ συνελέγησαν ὑπὸ τῆς ἀστυνομίας καθ᾽ ὅλον τὸ πέραν μέρος τῆς γεφύρας τῆς πόλεως ἀρκετοὶ λίβελλοι ἐναντίον τοῦ Σουλτάνου.	[1096, 860, 1438, 987]
address-line: Ὁδὸς Πανεπιστημίου ἀριθ. 6	[581, 2243, 792, 2259]
article-paragraph: Κουβέρτωμ μεγάλη συλλογή ἀπὸ δρχ. 5—60.	[1108, 1504, 1380, 1519]
table-cell: Βιομηχαν.	[20, 270, 77, 284]
article-paragraph: Κηρολεκάναι διὰ παρκέτα, ἐπιπλα καὶ μάρμαρα.	[1108, 1558, 1404, 1572]
divider	[1096, 1417, 1438, 1420]
article-paragraph: Δεχθῆτε, παρακαλῶ τὰς ἀπείρους εὐχαριστίας μου καὶ τὰ εἰλικρινῆ συγχαρητήριά μου.	[557, 1728, 815, 1775]
section-subheading: ΔΗΜΟΤΙΚΟΝ Θέατρον.	[332, 1627, 501, 1643]
section-heading: Η ΕΠΙΤΡΟΠΗ ΤΟΥ ΘΕΑΤΡΟΥ ΠΕΙΡΑΙΩΣ	[288, 230, 546, 278]
article-paragraph: Οἱ λίβελλοι οὗτοι εἰς τουρκικὴν γλῶσσαν καὶ ἐπὶ ἐρυθροῦ χάρτου γεγραμμένοι ἔφερον ἐν μεταφράσει τὰ ἑξῆς περίπου: «Τὸ Ἀλβανικὸν Κομιτᾶτον διὰ τὴν φονεύσαντα τὸν Γκανῆ Βέη, ὅστις ἐτύγχανε προστατευόμενος τοῦ Σουλτάνου. Οὗτος δὲ ἔξεστιν ὅπως ἐκδικηθῇ ὑπὸ τὴν διάκρισιν τοῦ Ἀλβανῶν.»	[1096, 991, 1438, 1156]
letter-signature: Κ. Σεργιάδης	[638, 1798, 734, 1814]
article-paragraph: — Διωρίσθη διευθυντὴς τῆς νομαρχίας Ἀρκαδίας ὁ κ. Ν. Κασσιέρης, ἀντὶ τοῦ κ. Σπ. Μελέτη μετατεθέντος εἰς Ἀργολιδοκορινθίαν, ἀντὶ τοῦ κ. Π. Μακούρη ἀπολυθέντος.	[288, 1141, 546, 1222]
article-paragraph: Ἐπίσης ἀνεκρίνατο καὶ τινας συμπολίτας μας διὰ τὴν ἐπίθεσιν τοῦ ταχυδρόμου διανομέως Ἀλεξοπούλου.	[557, 1072, 815, 1120]
divider	[18, 136, 277, 138]
table-row	[18, 243, 277, 258]
column-rule	[551, 51, 552, 2115]
divider	[288, 1347, 546, 1348]
article-paragraph: Ἡ Ἐπιθεώρησις τοῦ στρατοῦ ἐκρίθη ἀναγκαία ὅπως ἐπανορθωθῶσι τὸ ἀδικήματα τὰ ὁποῖα ἀναγνωρίζω ὅτι ἐγένοντο εἰς πολλοὺς ἀξιωματικούς.	[1096, 298, 1438, 370]
section-subheading: Ὁδὸς Ἀθηνᾶς — ἔπισθεν Στοᾶς Μελᾶ	[1132, 1451, 1400, 1466]
table-cell: 421.—	[127, 214, 164, 227]
article-paragraph: Ἀπεχώρησε εἰς τὸν ἰδιωτικὸν βίον ὁ κ. Οἰκονόμου εἰς ὃν ἀποχωρίζεται μετὰ λύπης τοῦ στρατεύματος, ἐν ᾧ διῆνυσε τὰ ὡραιότερα ἔτη τοῦ βίου του.	[18, 2175, 277, 2239]
table-cell: 490.50	[125, 299, 164, 312]
article-paragraph: Ἀνηγγέλθη ἐπισήμως, ὁ καταρτισμὸς τοῦ συνδυασμοῦ τοῦ κ. Ἀλεξ. Δέμα ἐν Ζακύνθῳ, ἐξ αὐτοῦ καὶ τῶν κ.κ. Ρώμα, Μελισσηνοῦ καὶ Μυλωνᾶ.	[18, 834, 277, 898]
letter-closing: Πρόθυμος φίλος	[636, 855, 736, 870]
article-paragraph: Κρεμᾶσται εὐρωπαϊκὰ ὑγιεινόμενης καὶ ποιότητος εἰς ὅλους τοὺς χρωματισμούς.	[1096, 1523, 1438, 1554]
article-paragraph: Ὁ ἐκ τῶν μελῶν κ. Πολιτάκης τυγχάνων καὶ δημ. σύμβουλος θέλει εὑρύτερον ἀναπτύξῃ τοὺς λόγους τῆς παραιτήσεως εἰς τὸ Δημ. Συμβούλιον.	[288, 468, 546, 532]
address-sub: ἀναγινωσκομένου εἰς τὸ ἡμέτερον.	[579, 2262, 794, 2277]
table-row	[18, 214, 277, 228]
table-cell: » Ἀγγλίας	[166, 257, 228, 271]
article-paragraph: Νομίζετε ὅτι αὕτη θεραπεύει μόνον τοὺς ρευματισμοὺς καὶ τὰς ἰσχιαλγίας, ὡς γράφετε εἰς τὰς εἰδοποιήσεις σας; Δὲν εἶναι οὕτω, κύριε Μοσχοβίτη, ὅτι ἐπιστεύθη ἡ «Μοσχοβίτις» καὶ ὡς τοσαύτην πρέπει νὰ τὴν συνιστᾶτε.	[557, 1289, 815, 1387]
table-cell: Λιρ. Τουρ.	[166, 285, 228, 299]
article-paragraph: — Ζητήσατε σήμερον τὸ ἐξαιρετικὸν φύλλον τῆς ΕΚΘΕΣΕΩΣ τῆς Α. Β. Τ. τοῦ διαδόχου.	[826, 2340, 1085, 2388]
divider	[557, 897, 815, 898]
section-heading: ΚΟΙΝΩΝΙΚΑ	[826, 55, 1085, 77]
article-paragraph: — Ἐτελέσθη χθὲς ἐν Βόλῳ ὁ θάνατος τοῦ Κωνσταντίνου Ὀδύλλαι Μπέρκ ἐπὶ δεκαετίαν διατελέσαντος πρόξενος τῆς Ἰταλίας καὶ τῆς Ἀμερικῆς αὐτόθι, διακρινομένου δὲ διὰ τὰ φιλελληνικὰ αὐτοῦ αἰσθήματα. Ὁ μεταστὰς μάλιστα μεγάλας ὑπηρεσίας κατὰ τὴν ἐπανάστασιν τοῦ 1878 διενήργησε διὰ τῆς ἀμερικανικῆς ὑπηκοότητος διὰ τὴν Θεσσαλίας.	[826, 402, 1085, 566]
article-paragraph: Ἑκάστη τάξις περιέχει ὀκτὼ ὥρας μόνον φοιτητὰς πρὸς τὸ τοῦ ἔργου τούτου ὠφελίμου καὶ πρακτικοῦ, καὶ τοῦ προσβάσεως εἰς ἐξετάσεις.	[557, 1987, 815, 2051]
article-paragraph: Κατῆλθε χθὲς ὁ ἀνακριτὴς κ. Πετρουτσόπουλος καὶ ἐπελάβετο ἐν ἀνάκρισιν τελωνειακοῦ τινος πταίσματος, δι᾽ ὃ ὁ τελωνοφύλαξ κατηγορήθη ὅτι συνήργησεν ὑπὲρ τῆς λαθρεμπορίας εἰς ὄψιν καταγγελίας.	[557, 971, 815, 1068]
article-paragraph: Οἱ λίβελλοι οὗτοι μαρτυροῦσιν ὅτι εἶνε ἀληθὴς ἡ ἐξέγερσις τοῦ Ἀλβανικοῦ στοιχείου ἐναντίον τοῦ Σουλτάνου καὶ ὅτι τὴν συνωμοσίαν κατὰ τοῦ Σουλτάνου διευθύνουσι ἐξωμόται Ἀλβανοί.	[1096, 1158, 1438, 1249]
article-paragraph: Τιμαὶ ἀνεπίδεκτοι συναγωνισμοῦ	[1108, 1576, 1314, 1591]
article-paragraph: — Διωρίσθησαν ἀστυνόμοι, Πύργου ὁ λοχαγὸς τοῦ πεζικοῦ Εὐθ. Σταθόπουλος, Κτηριακῶν ὁ ἀνθυπασπιστὴς Γεώργ. Καρακατζάς, Κλειτορίας ὁ Σπυρ. Κασδίκας, Καρυταίνης ὁ Κωνστ. Ρογκάκος, Αἴνου ὁ Γεῶρ. Καλλίνικος, Ἀρκαδινῶν ὁ Ἀρίστ. Παπανίκινος, Ἀτραξίου ὁ Ἀνθυπολοχαγὸς Παναγ. Σουλιώτης, Πεντακομαλίου ὁ ἀνθυπασπιστὴς Ἀριστ. Γελέτσόπουλος, Δολιάνων ὁ ἀνθυπολοχαγὸς Εὐθύμ. Μεγουλᾶς, Σικίνου ὁ Γεώργ. Μεγουργάκης ἀνθυπασπιστής.	[288, 924, 546, 1137]
divider	[288, 224, 546, 225]
section-subheading: ΔΙΑ ΤΗΝ ΕΠΙΘΕΩΡΗΣΙΝ ΤΟΥ ΣΤΡΑΤΟΥ	[1115, 164, 1419, 181]
stock-table	[18, 186, 277, 328]
article-paragraph: Διὰ τῆς «Μοσχοβίτιδος» σας, ποῦ θαῦμα τῷ ὄντι καὶ τὸν καλὸν πόνον τῆς κεφαλῆς ἔπαυσα νὰ ὑποφέρω, καὶ κατέπαυσαν αἱ τρίχες της. Ἀπαιτεῖ δὲ αὐτὴ τῆς «Μοσχοβίτιδος» καὶ τὴν ὑπαγαγὴν νὰ πίνῃ καὶ αἱ τρίχες τῆς κεφαλῆς ἐκ τοῦ φυσικοῦ των ἐξαιρετικῶς.	[557, 1525, 815, 1656]
article-paragraph: — ΑΝΤΩΝΙΟΥ ΑΛΑΙΟΝ ἐκδοθὲν τὸ τοῦ κ. Γ. Φέξη. Ἐμφανίσθη σήμερον ὁ 2ος τόμος.	[826, 2119, 1085, 2167]
divider	[288, 2486, 546, 2487]
section-subheading: ΕΝΑΝΤΙΟΝ ΤΟΥ ΣΟΥΛΤΑΝΟΥ	[1147, 822, 1387, 840]
article-paragraph: Ὁδὸς Ἑρμοῦ ἀριθ. 201 παρὰ τὸν Ἐκατοπυλιανὴν Δέχεται ἀσθενεῖς καθ᾽ ἑκάστην 8—9 π. μ. καὶ 2—4 μ. μ.	[826, 2519, 1085, 2566]
article-paragraph: Ὡσαύτως μετετέθησαν οἱ ὑπολοχαγοὶ τοῦ πεζικοῦ Σπυρ. Μεταξᾶς ἐκ τοῦ 10ου συντάγματ. τοῦ πεζικοῦ καὶ Σπυρ. Λεσβίλας ἐκ τοῦ στρατολογ. γραφείου Κερκύρας εἰς τὸ 10ον σύνταγμα τοῦ πεζικοῦ.	[18, 1986, 277, 2083]
article-paragraph: Ἀκούσατε. Λαβὼν τὴν ἄδειαν τοῦ καθηγητοῦ τοῦ Πανεπιστημίου, ἤρχισα νὰ μεταχειρίζωμαι ἐν τῷ χειμῶνι τὴν ἡμετέραν «Μοσχοβίτιδα» διὰ τὰς νευραλγίας καὶ τὸν πόνον τῶν κροτάφων, καὶ παρετήρησα ὅτι ἀφοῦ ἐφάρμοσα ἐπὶ τρεῖς ἢ τέσσαρας ἡμέρας τὰς τρίψεις, ἀπηλλάγην τελείως τῶν πόνων.	[557, 1390, 815, 1522]
section-subheading: ΙΑΤΡΟΣ	[924, 2496, 987, 2514]
article-paragraph: — Μετετέθησαν οἱ ὑπάλληλοι φυλάκων Α. Βαρδουλάκης ἐκ Ζακύνθου εἰς Σφάκια, Γ. Καμπόσσαρης ἐξ Ἀργοστολίου εἰς Καρύστιανον, Γ. Καρρᾶς ἐκ Τριπόλεως εἰς Κρανίδιον, Ἀγγ. Πλάτωνος ἐκ Λαμίας εἰς Ζαγορᾶν καὶ Ἐμμ. Βαλτάσαρ ἐκ Σύρου εἰς Βόλον.	[288, 1226, 546, 1340]
masthead: ΕΜΠΡΟΣ	[677, 5, 779, 25]
column-4	[826, 51, 1085, 2566]
article-paragraph: Ὁμογενὴς νέος ἐκ τοῦ ἐξωτερικοῦ γνωρίζων καλῶς τὴν Γαλλικὴν καὶ Ἰταλικὴν, ζητεῖ θέσιν οἰκοδιδασκάλου ἢ γραμματέως. Πληροφορίαι παρ᾽ ἡμῖν.	[288, 2492, 546, 2557]
article-paragraph: τερα ἔτη τοῦ βίου του, ἀποκομίζει ὅχι ἧττον τὴν πικρίαν ὅτι παρηγκωνίσθησαν αἱ ὑπηρεσίαι του καὶ ὁ ζῆλος του καὶ ἡ πρὸς τὸ καθῆκον ἀφοσίωσις δὲν ἀνεγνωρίσθησαν δεόντως παρὰ τῆς πολιτείας.	[288, 52, 546, 149]
section-subheading: Ἔφεπην	[386, 2108, 448, 2123]
deceased-name: ΣΟΦΙΑΣ Κ. ΛΑΓΟΥΔΑΚΗ,	[854, 605, 1057, 623]
divider	[18, 1746, 277, 1747]
article-paragraph: Ἅπαντα τὰ εἴδη τῆς ὑαλοπωλίας καὶ τῆς βιβλιοδετικῆς.	[1096, 1470, 1438, 1501]
letter-greeting: Κύριε Μοσχοβίτη,	[631, 1221, 742, 1236]
section-heading: ΤΑ ΕΠΙΠΛΑ ΤΟΥ ΖΟΛΑ	[31, 1130, 264, 1153]
article-paragraph: Τὸν συνδυασμὸν τοῦτον ἀποφασίσας τοῦ Ζαημικοῦ κόμματος ὑποστηρίξει ὁ δήμαρχος Ψωφίδος κ. Βασίλειος Χρυσανθόπουλος, ὁ ἐν τῷ δήμῳ Λευκασίας ἰσχυρότατος ἐκλογεὺς παρέχων κ. Μαχαίρας ἀποχωρισθεὶς τοῦ κ. Δαμπροπούλου καὶ ὁ ἐν τῷ δήμῳ Παΐων ηγέτης τοῦ κ. Ἰωάν. Γιαννακόπουλος ἀπὸ μακροῦ τυγχάνων ἐκ τῶν ἐπισήμων φίλων τοῦ κ. Φωτήλα.	[18, 441, 277, 605]
section-heading: ΝΕΑΙ ΕΚΔΟΣΕΙΣ	[826, 1728, 1085, 1759]
article-paragraph: — Μετετέθησαν ἐναλλὰξ οἱ Εἰσαγγελεῖς Τρικκάλων Δ. Μπενὴς Ψάλτης καὶ Κεφαλληνίας Ἀλκιπ. Τσέλος.	[288, 872, 546, 920]
section-subheading: ΕΝΕΡΓΕΙΑ ΕΚΛΟΓΩΝ	[1205, 520, 1329, 533]
divider	[288, 1596, 546, 1597]
section-heading: Καὶ τρίτος συνδυασμὸς Τριπόλεως	[19, 693, 276, 709]
divider	[18, 333, 277, 334]
top-rule	[18, 38, 1438, 41]
article-paragraph: — Κατὰ τὴν σήμερον κηδευσίνην ὁ κ. Μερίκος Ἀδαμαντίδου καὶ Σμαράγδου Ῥεζῆ ἐγγεύθησαν ἐκ τῆς ὑψηλῆς παρηγορίας.	[826, 779, 1085, 844]
section-heading: Ἐν Ζακύνθῳ	[101, 814, 194, 830]
article-paragraph: Δέχθητε, φίλε κύριε Διευθυντά, τὴν διαβεβαίωσιν τῆς πρὸς ὑμᾶς ἀγάπης καὶ ὑπολήψεως μου, μεθ᾽ ἧς διατελῶ.	[557, 787, 815, 835]
section-subheading: Τὰ μεγάλα γυμνάσια	[71, 1778, 224, 1794]
notice-line: Τὸν προσφιλῆ ἡμῶν ἀδελφὸν καὶ θεῖον	[298, 2046, 536, 2060]
section-heading: ΚΗΔΕΙΑ	[375, 2019, 459, 2042]
notice-label: Οἱ ἀδελφοί	[382, 2261, 451, 2276]
divider	[288, 815, 546, 816]
